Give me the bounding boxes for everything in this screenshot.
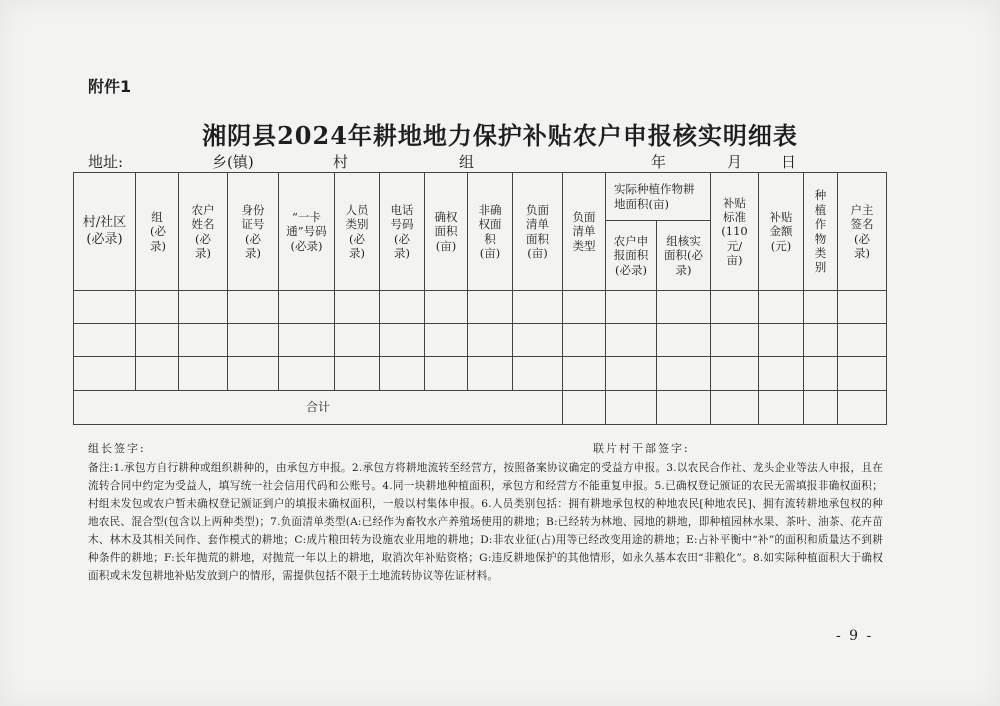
day-label: 日	[781, 153, 797, 171]
col-group-verified-area: 组核实面积(必录)	[657, 221, 711, 291]
col-id-number: 身份证号(必录)	[228, 173, 279, 291]
group-leader-signature: 组长签字:	[88, 442, 146, 455]
col-unconfirmed-area: 非确权面积(亩)	[468, 173, 513, 291]
village-cadre-signature: 联片村干部签字:	[593, 442, 690, 455]
col-village: 村/社区(必录)	[74, 173, 136, 291]
col-phone: 电话号码(必录)	[380, 173, 425, 291]
col-subsidy-standard: 补贴标准(110元/亩)	[711, 173, 759, 291]
page-number: - 9 -	[836, 628, 874, 644]
township-label: 乡(镇)	[212, 153, 254, 171]
col-crop-type: 种植作物类别	[804, 173, 838, 291]
address-label: 地址:	[88, 153, 124, 171]
year-label: 年	[651, 153, 667, 171]
village-label: 村	[333, 153, 349, 171]
col-farmer-name: 农户姓名(必录)	[179, 173, 228, 291]
col-head-signature: 户主签名(必录)	[838, 173, 887, 291]
col-card-number: “一卡通”号码(必录)	[279, 173, 335, 291]
col-person-type: 人员类别(必录)	[335, 173, 380, 291]
page-title: 湘阴县2024年耕地地力保护补贴农户申报核实明细表	[202, 121, 798, 150]
table-row	[74, 291, 887, 324]
month-label: 月	[727, 153, 743, 171]
col-subsidy-amount: 补贴金额(元)	[759, 173, 804, 291]
col-group-planted-area: 实际种植作物耕地面积(亩)	[606, 173, 711, 221]
table-row	[74, 324, 887, 357]
col-group: 组(必录)	[136, 173, 179, 291]
col-confirmed-area: 确权面积(亩)	[425, 173, 468, 291]
attachment-label: 附件1	[88, 77, 132, 96]
table-row	[74, 357, 887, 391]
total-row	[74, 391, 887, 425]
col-farmer-declared-area: 农户申报面积(必录)	[606, 221, 657, 291]
col-negative-area: 负面清单面积(亩)	[513, 173, 563, 291]
remarks-text: 备注:1.承包方自行耕种或组织耕种的，由承包方申报。2.承包方将耕地流转至经营方，按照备案协议确定的受益方申报。3.以农民合作社、龙头企业等法人申报，且在流转合同中约定为受益人，填写统一社会信用代码和公账号。4.同一块耕地种植面积，承包方和经营方不能重复申报。5.已确权登记颁证的农民无需填报非确权面积；村组未发包或农户暂未确权登记颁证到户的填报未确权面积，一般以村集体申报。6.人员类别包括：拥有耕地承包权的种地农民[种地农民]、拥有流转耕地承包权的种地农民、混合型(包含以上两种类型)；7.负面清单类型(A:已经作为畜牧水产养殖场使用的耕地；B:已经转为林地、园地的耕地，即种植园林水果、茶叶、油茶、花卉苗木、林木及其相关间作、套作模式的耕地；C:成片粮田转为设施农业用地的耕地；D:非农业征(占)用等已经改变用途的耕地；E:占补平衡中“补”的面积和质量达不到耕种条件的耕地；F:长年抛荒的耕地，对抛荒一年以上的耕地，取消次年补贴资格；G:违反耕地保护的其他情形，如永久基本农田“非粮化”。8.如实际种植面积大于确权面积或未发包耕地补贴发放到户的情形，需提供包括不限于土地流转协议等佐证材料。	[88, 462, 883, 582]
col-negative-type: 负面清单类型	[563, 173, 606, 291]
subsidy-table	[73, 172, 887, 425]
group-label: 组	[459, 153, 475, 171]
total-label: 合计	[74, 391, 563, 425]
